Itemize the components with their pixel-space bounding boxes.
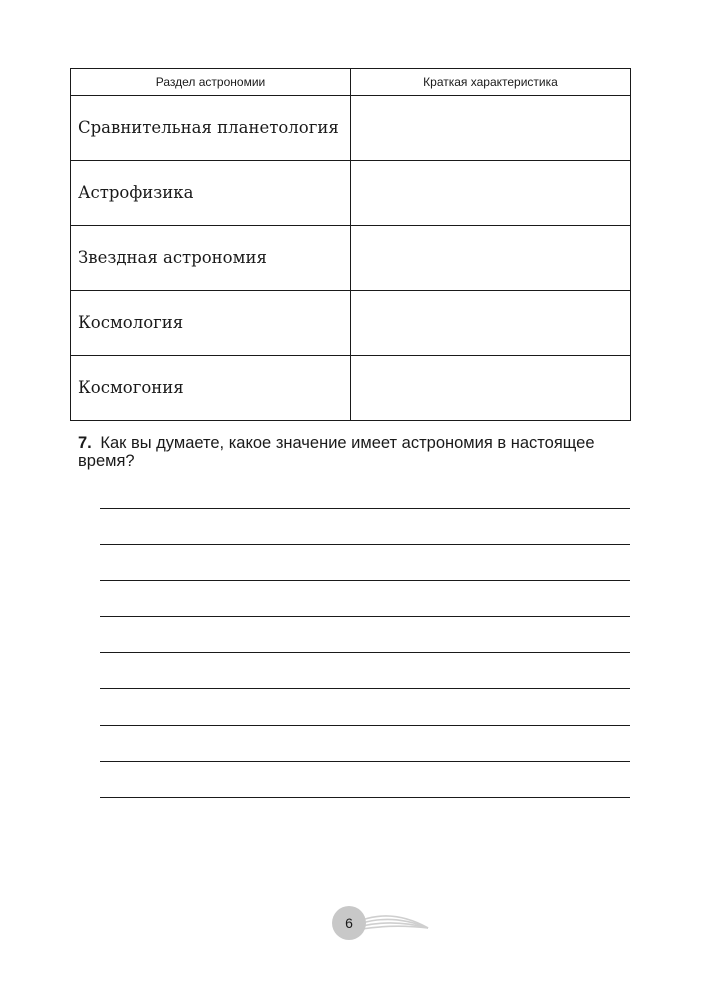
branch-cell (71, 356, 351, 421)
branch-name: Астрофизика (78, 183, 194, 202)
answer-line-5[interactable] (100, 652, 630, 653)
branch-cell (71, 96, 351, 161)
question-number: 7. (78, 434, 92, 452)
question-text: Как вы думаете, какое значение имеет астрономия в настоящее время? (78, 434, 595, 470)
description-cell[interactable] (351, 291, 631, 356)
answer-line-1[interactable] (100, 508, 630, 509)
description-cell[interactable] (351, 161, 631, 226)
astronomy-branches-table (70, 68, 631, 421)
answer-line-4[interactable] (100, 616, 630, 617)
answer-line-9[interactable] (100, 797, 630, 798)
table-row (71, 161, 631, 226)
question-7 (78, 434, 638, 470)
table-row (71, 226, 631, 291)
table-row (71, 96, 631, 161)
answer-line-7[interactable] (100, 725, 630, 726)
branch-name: Звездная астрономия (78, 248, 267, 267)
page-number: 6 (332, 906, 366, 940)
description-cell[interactable] (351, 226, 631, 291)
branch-name: Сравнительная планетология (78, 118, 339, 137)
branch-cell (71, 291, 351, 356)
page-number-area (330, 906, 430, 940)
answer-line-3[interactable] (100, 580, 630, 581)
swoosh-icon (358, 906, 430, 940)
branch-name: Космология (78, 313, 184, 332)
table-row (71, 291, 631, 356)
table-row (71, 356, 631, 421)
description-cell[interactable] (351, 356, 631, 421)
branch-cell (71, 226, 351, 291)
header-characteristic: Краткая характеристика (351, 69, 631, 96)
branch-cell (71, 161, 351, 226)
answer-line-8[interactable] (100, 761, 630, 762)
header-branch: Раздел астрономии (71, 69, 351, 96)
branch-name: Космогония (78, 378, 184, 397)
answer-line-6[interactable] (100, 688, 630, 689)
answer-line-2[interactable] (100, 544, 630, 545)
description-cell[interactable] (351, 96, 631, 161)
table-header-row (71, 69, 631, 96)
